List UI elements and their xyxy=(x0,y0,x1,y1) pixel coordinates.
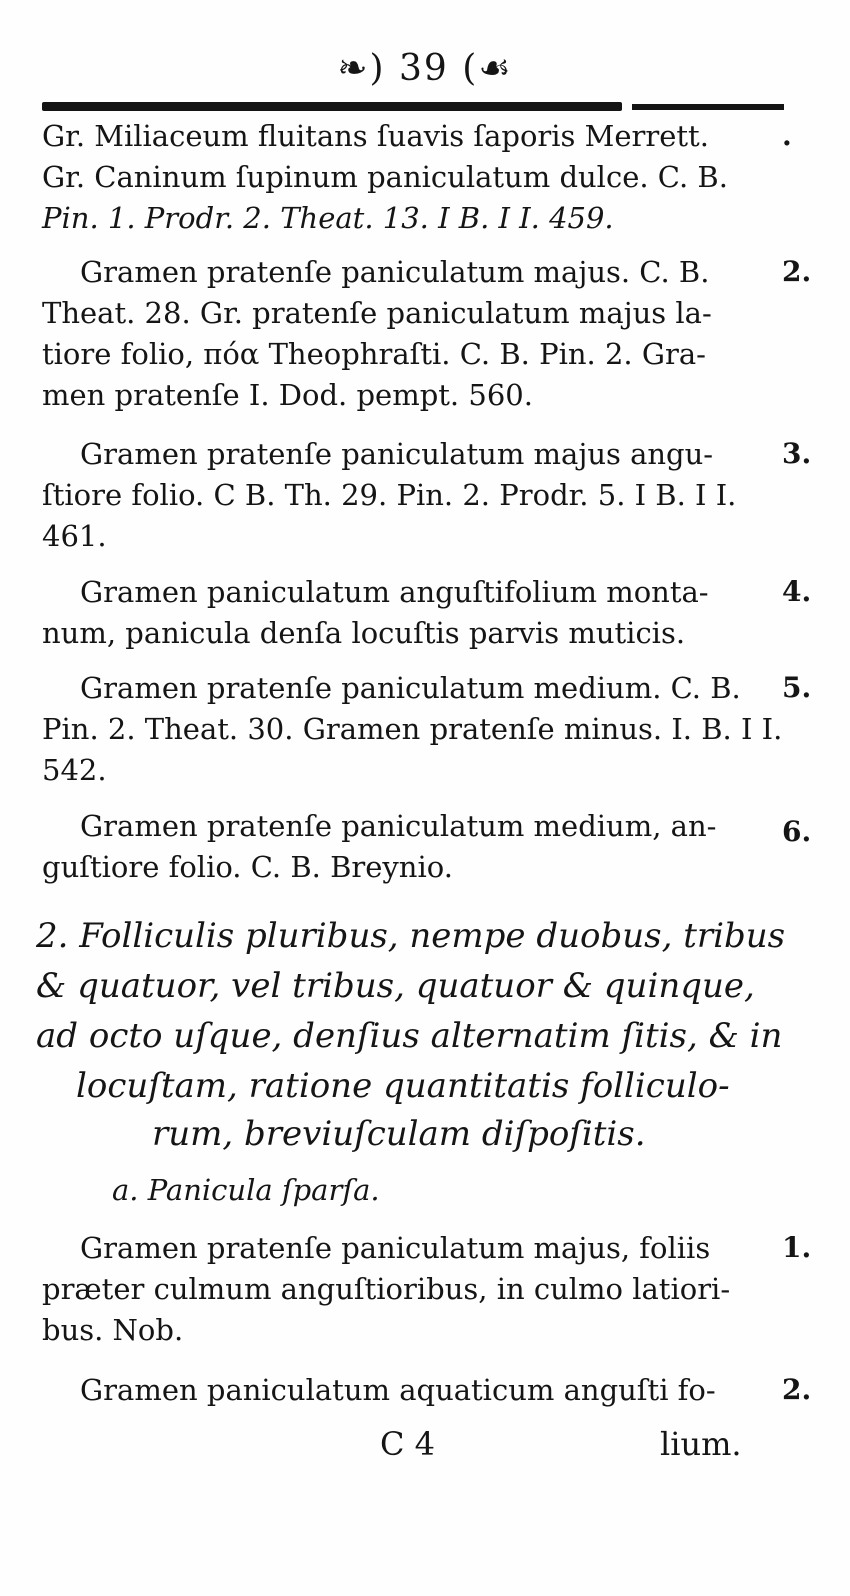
margin-number: 6. xyxy=(782,815,812,848)
entry-line: 542. xyxy=(42,753,107,787)
ornament-left: ❧) xyxy=(337,48,386,89)
entry-line: Gr. Miliaceum fluitans ſuavis ſaporis Merrett. xyxy=(42,119,709,153)
entry-line: Gramen paniculatum anguſtifolium monta- xyxy=(80,575,709,609)
margin-number: 4. xyxy=(782,575,812,608)
ornament-right: (☙ xyxy=(462,48,513,89)
entry-line: Gramen pratenſe paniculatum medium. C. B. xyxy=(80,671,741,705)
entry-line: guſtiore folio. C. B. Breynio. xyxy=(42,850,453,884)
entry-line: men pratenſe I. Dod. pempt. 560. xyxy=(42,378,533,412)
entry-line: præter culmum anguſtioribus, in culmo latiori- xyxy=(42,1272,731,1306)
margin-number: 5. xyxy=(782,671,812,704)
entry-line: bus. Nob. xyxy=(42,1313,184,1347)
entry-line: ſtiore folio. C B. Th. 29. Pin. 2. Prodr. 5. I B. I I. xyxy=(42,478,737,512)
subsection-label: a. Panicula ſparſa. xyxy=(112,1173,380,1207)
entry-line: Theat. 28. Gr. pratenſe paniculatum majus la- xyxy=(42,296,712,330)
entry-line: Gramen paniculatum aquaticum anguſti fo- xyxy=(80,1373,716,1407)
section-heading-line: locuſtam, ratione quantitatis folliculo- xyxy=(76,1066,730,1106)
entry-line: tiore folio, πόα Theophraſti. C. B. Pin. 2. Gra- xyxy=(42,337,706,371)
catchword: lium. xyxy=(660,1425,742,1463)
section-heading-line: ad octo uſque, denſius alternatim ſitis, & in xyxy=(36,1016,783,1056)
margin-number: . xyxy=(782,119,792,152)
margin-number: 2. xyxy=(782,1373,812,1406)
entry-line: Pin. 2. Theat. 30. Gramen pratenſe minus. I. B. I I. xyxy=(42,712,783,746)
entry-line: Gramen pratenſe paniculatum majus, foliis xyxy=(80,1231,711,1265)
section-heading-line: rum, breviuſculam diſpoſitis. xyxy=(152,1114,646,1154)
entry-line: Gr. Caninum ſupinum paniculatum dulce. C. B. xyxy=(42,160,728,194)
margin-number: 2. xyxy=(782,255,812,288)
page-number: 39 xyxy=(399,48,449,89)
entry-line: Gramen pratenſe paniculatum medium, an- xyxy=(80,809,717,843)
entry-line: Pin. 1. Prodr. 2. Theat. 13. I B. I I. 459. xyxy=(42,201,614,235)
section-heading-line: & quatuor, vel tribus, quatuor & quinque, xyxy=(36,966,755,1006)
entry-line: 461. xyxy=(42,519,107,553)
signature-mark: C 4 xyxy=(380,1425,436,1463)
margin-number: 1. xyxy=(782,1231,812,1264)
entry-line: num, panicula denſa locuſtis parvis muticis. xyxy=(42,616,686,650)
header-rule-thick xyxy=(42,102,622,111)
entry-line: Gramen pratenſe paniculatum majus angu- xyxy=(80,437,714,471)
header-rule-thin xyxy=(632,104,784,110)
margin-number: 3. xyxy=(782,437,812,470)
page-header xyxy=(0,48,850,89)
entry-line: Gramen pratenſe paniculatum majus. C. B. xyxy=(80,255,710,289)
section-heading-line: 2. Folliculis pluribus, nempe duobus, tribus xyxy=(36,916,786,956)
